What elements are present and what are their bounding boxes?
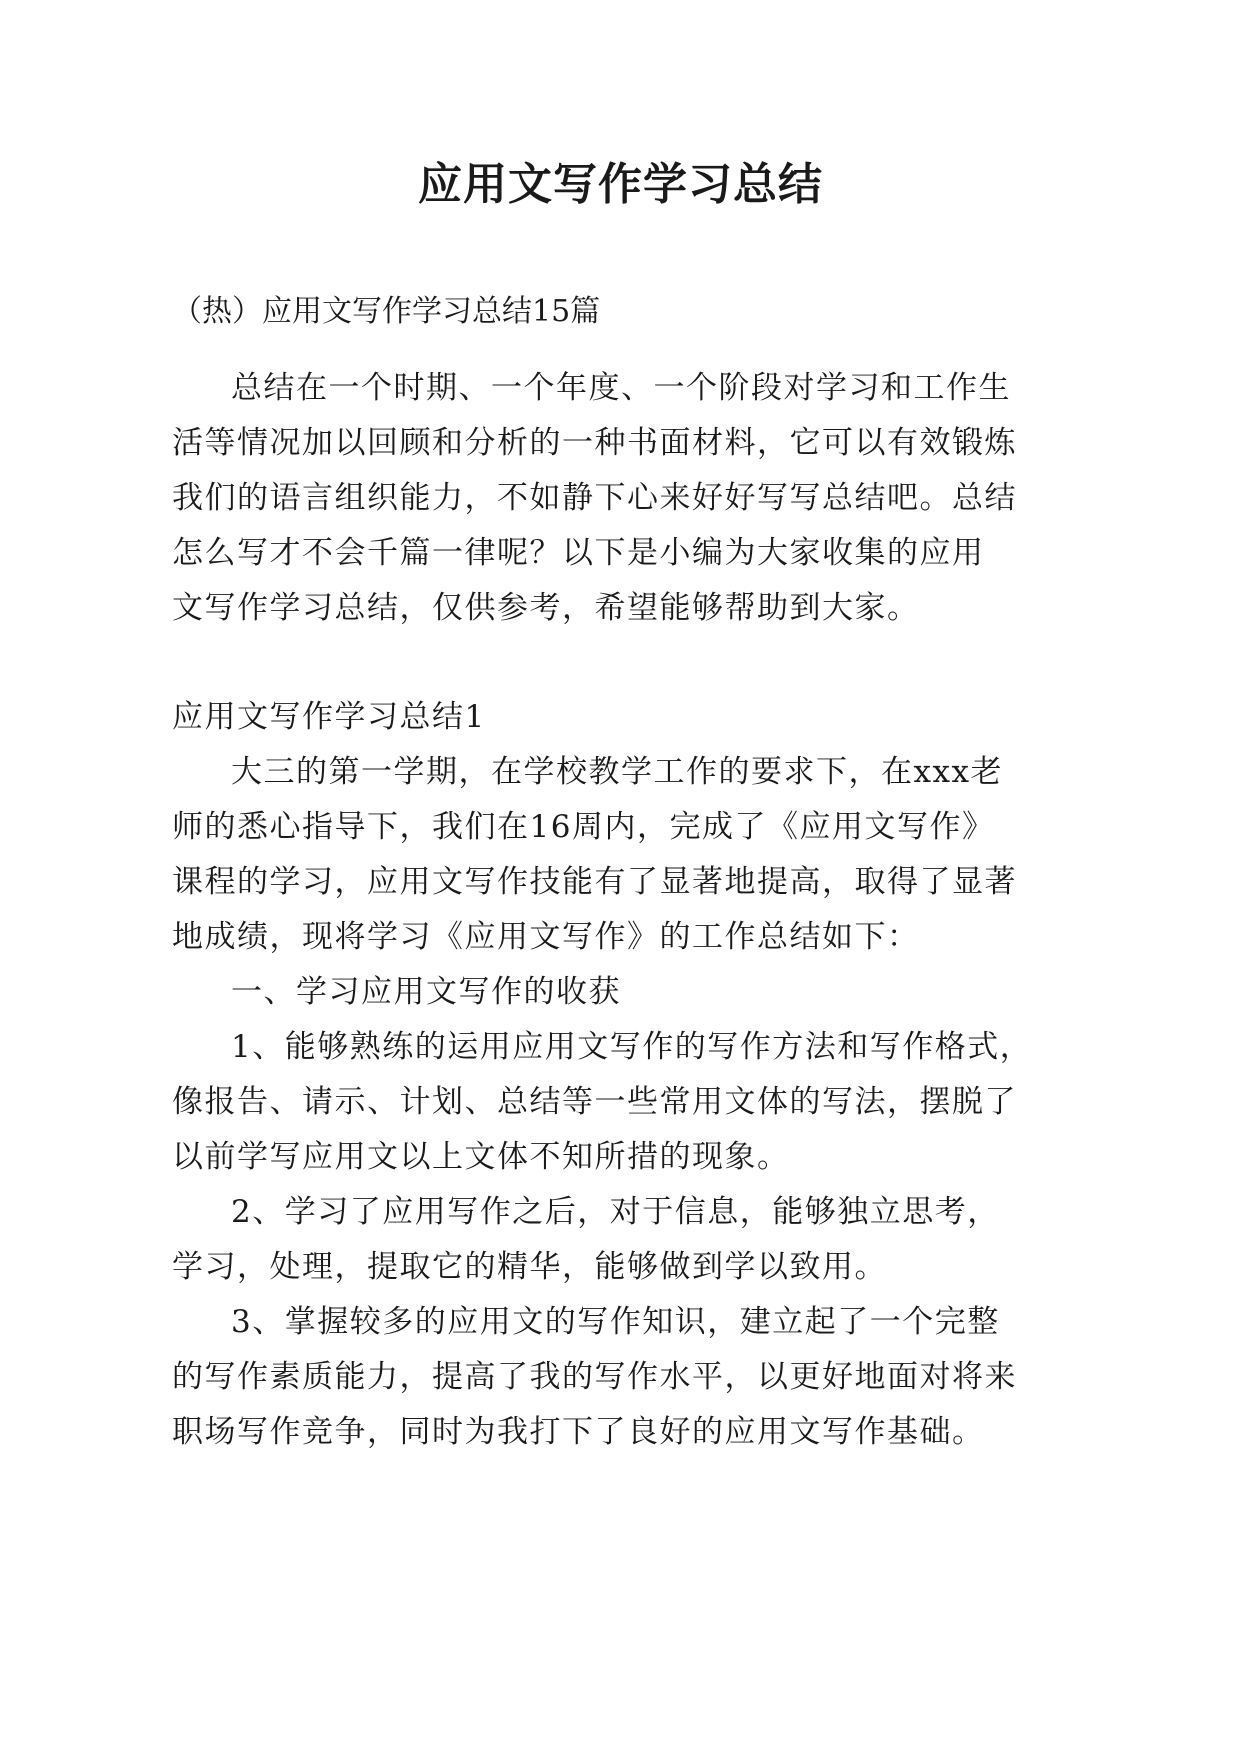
body-line: 大三的第一学期，在学校教学工作的要求下，在xxx老 [231, 754, 1003, 790]
body-line: 师的悉心指导下，我们在16周内，完成了《应用文写作》 [172, 809, 995, 845]
document-title: 应用文写作学习总结 [418, 159, 823, 210]
body-line: 2、学习了应用写作之后，对于信息，能够独立思考， [231, 1194, 1000, 1230]
section-heading: 应用文写作学习总结1 [172, 699, 486, 735]
body-line: 学习，处理，提取它的精华，能够做到学以致用。 [172, 1249, 887, 1285]
body-line: 的写作素质能力，提高了我的写作水平，以更好地面对将来 [172, 1359, 1017, 1395]
body-line: 以前学写应用文以上文体不知所措的现象。 [172, 1139, 790, 1175]
intro-line: 我们的语言组织能力，不如静下心来好好写写总结吧。总结 [172, 480, 1017, 516]
body-line: 像报告、请示、计划、总结等一些常用文体的写法，摆脱了 [172, 1084, 1017, 1120]
body-line: 职场写作竞争，同时为我打下了良好的应用文写作基础。 [172, 1414, 985, 1450]
body-line: 3、掌握较多的应用文的写作知识，建立起了一个完整 [231, 1304, 1000, 1340]
body-line: 一、学习应用文写作的收获 [231, 974, 621, 1010]
body-line: 1、能够熟练的运用应用文写作的写作方法和写作格式， [231, 1029, 1033, 1065]
body-line: 课程的学习，应用文写作技能有了显著地提高，取得了显著 [172, 864, 1017, 900]
intro-line: 活等情况加以回顾和分析的一种书面材料，它可以有效锻炼 [172, 425, 1017, 461]
document-subtitle: （热）应用文写作学习总结15篇 [172, 294, 601, 329]
intro-line: 文写作学习总结，仅供参考，希望能够帮助到大家。 [172, 590, 920, 626]
intro-line: 怎么写才不会千篇一律呢？以下是小编为大家收集的应用 [172, 535, 985, 571]
body-line: 地成绩，现将学习《应用文写作》的工作总结如下： [172, 919, 920, 955]
intro-line: 总结在一个时期、一个年度、一个阶段对学习和工作生 [231, 370, 1011, 406]
